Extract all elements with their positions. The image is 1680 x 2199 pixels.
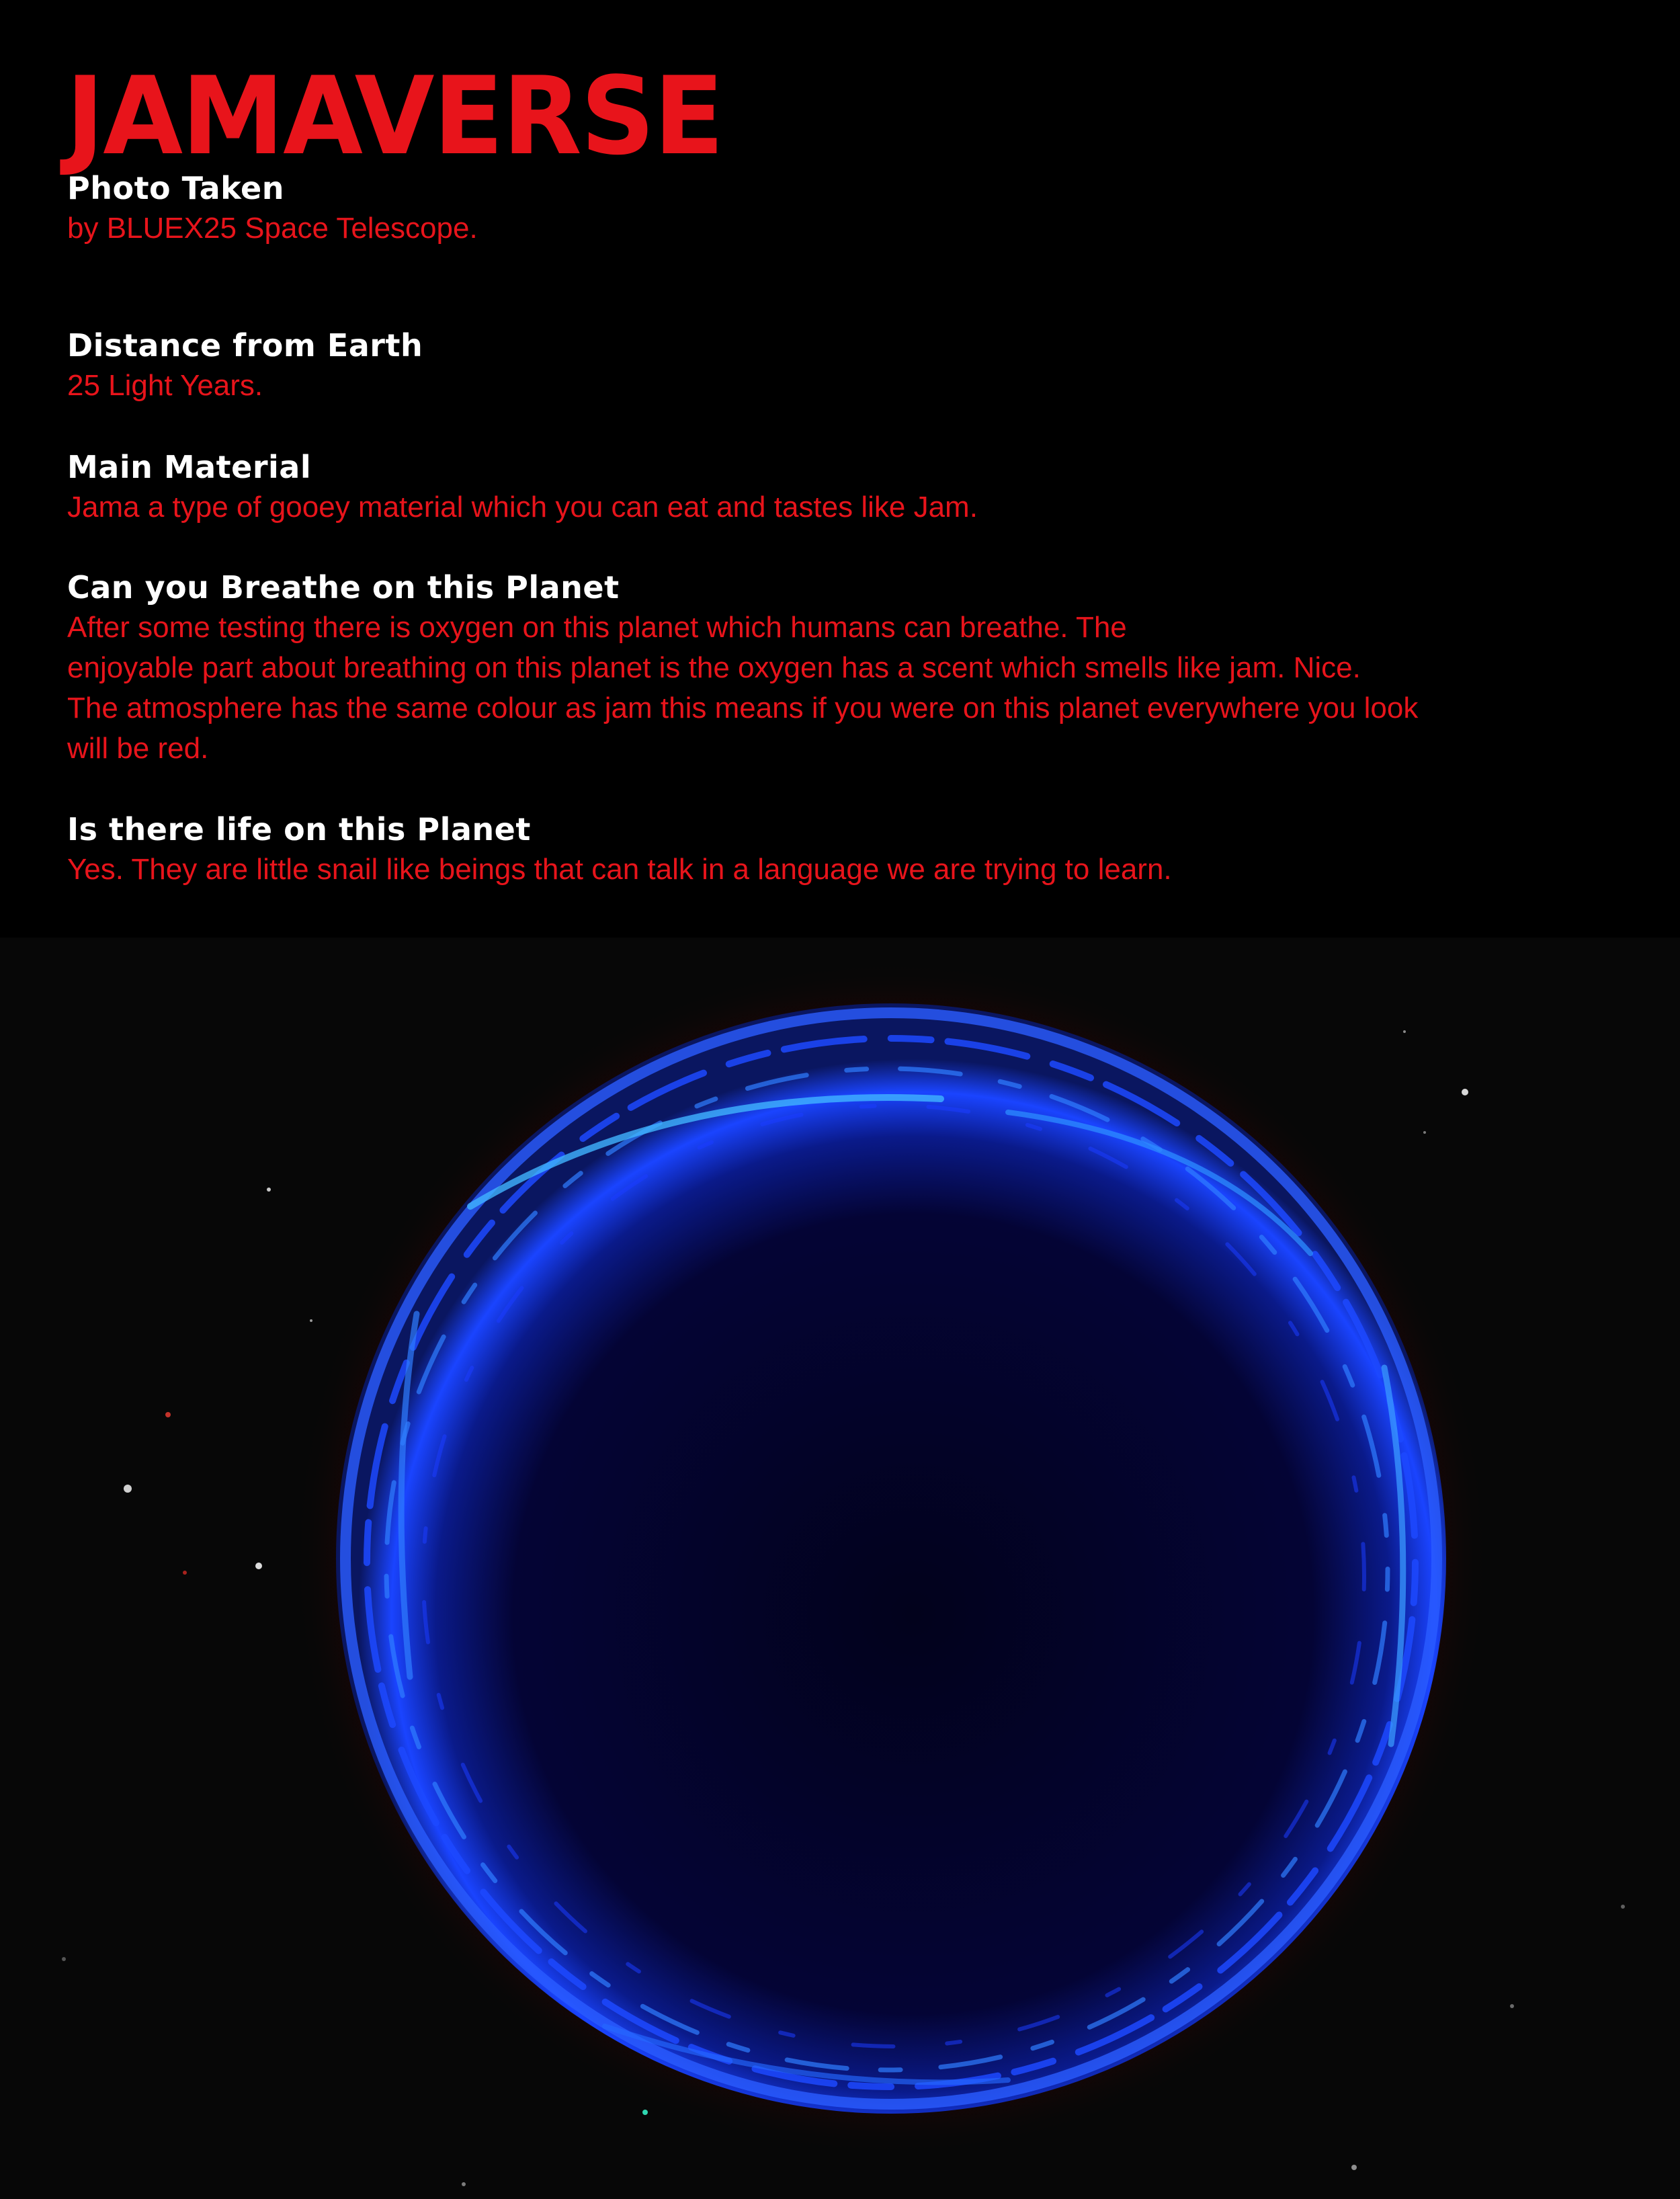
- page-title: JAMAVERSE: [66, 53, 723, 179]
- section-life: [67, 809, 1613, 890]
- space-photo: [0, 938, 1680, 2199]
- section-text-line: enjoyable part about breathing on this planet is the oxygen has a scent which smells like jam. Nice.: [67, 651, 1361, 684]
- section-heading: Can you Breathe on this Planet: [67, 569, 620, 606]
- info-panel: [0, 0, 1680, 938]
- section-text-line: will be red.: [67, 732, 209, 765]
- section-heading: Is there life on this Planet: [67, 811, 531, 847]
- section-photo-taken: [67, 168, 1613, 249]
- section-heading: Main Material: [67, 449, 312, 485]
- section-text: 25 Light Years.: [67, 369, 263, 402]
- section-distance: [67, 325, 1613, 406]
- section-main-material: [67, 447, 1613, 528]
- planet-image: [0, 938, 1680, 2199]
- section-text-line: After some testing there is oxygen on this planet which humans can breathe. The: [67, 611, 1127, 644]
- section-text-line: The atmosphere has the same colour as jam this means if you were on this planet everywhere you look: [67, 692, 1419, 724]
- section-heading: Distance from Earth: [67, 327, 423, 364]
- section-text: Yes. They are little snail like beings that can talk in a language we are trying to learn.: [67, 853, 1172, 886]
- section-breathe: [67, 567, 1613, 769]
- section-heading: Photo Taken: [67, 170, 284, 206]
- section-text: Jama a type of gooey material which you can eat and tastes like Jam.: [67, 491, 978, 524]
- section-text: by BLUEX25 Space Telescope.: [67, 212, 478, 245]
